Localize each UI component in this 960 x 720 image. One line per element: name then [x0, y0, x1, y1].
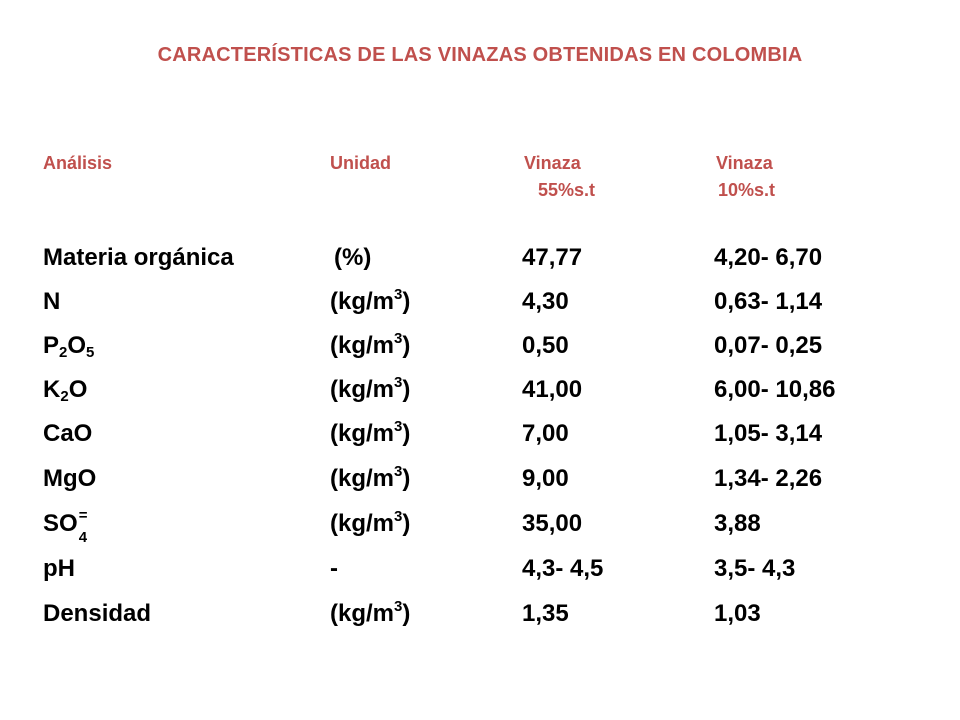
header-analisis: [43, 150, 112, 177]
unit-text: (kg/m: [330, 288, 395, 315]
page-title: CARACTERÍSTICAS DE LAS VINAZAS OBTENIDAS EN COLOMBIA: [157, 44, 803, 66]
analysis-name-text: MgO: [43, 465, 97, 492]
table-row: [0, 323, 960, 369]
header-vinaza-10-line2: 10%s.t: [718, 180, 776, 200]
unit: [330, 591, 410, 637]
unit-superscript: 3: [394, 286, 403, 303]
formula-part: K: [43, 376, 61, 403]
unit: [330, 546, 338, 592]
unit-superscript: 3: [394, 418, 403, 435]
formula-part: O: [67, 332, 87, 359]
formula-part: P: [43, 332, 60, 359]
table-row: [0, 279, 960, 325]
header-unidad: [330, 150, 391, 177]
analysis-name: [43, 235, 234, 281]
analysis-name-text: CaO: [43, 420, 93, 447]
vinaza-10-value: 3,5- 4,3: [714, 555, 796, 582]
analysis-name-text: pH: [43, 555, 75, 582]
unit: [330, 279, 410, 325]
vinaza-55-value: 4,3- 4,5: [522, 555, 604, 582]
unit: [330, 411, 410, 457]
formula-superscript: =: [78, 507, 88, 524]
vinaza-10-value: 6,00- 10,86: [714, 376, 836, 403]
unit-close: ): [402, 510, 411, 537]
header-vinaza-10: [716, 150, 775, 204]
analysis-name-text: Densidad: [43, 600, 152, 627]
vinaza-10-value: 1,05- 3,14: [714, 420, 823, 447]
unit: [330, 367, 410, 413]
unit-close: ): [402, 420, 411, 447]
vinaza-55-value: 4,30: [522, 288, 569, 315]
analysis-name: [43, 323, 94, 369]
unit-superscript: 3: [394, 508, 403, 525]
unit: [330, 456, 410, 502]
analysis-name: [43, 501, 90, 547]
formula-subscript: 2: [60, 388, 69, 405]
header-vinaza-55: [524, 150, 595, 204]
table-row: [0, 591, 960, 637]
vinaza-55-value: 47,77: [522, 244, 583, 271]
analysis-name-text: Materia orgánica: [43, 244, 234, 271]
vinaza-10-value: 3,88: [714, 510, 761, 537]
vinaza-10-value: 1,03: [714, 600, 761, 627]
header-unidad-label: Unidad: [330, 153, 391, 173]
table-row: [0, 411, 960, 457]
vinaza-55-value: 7,00: [522, 420, 569, 447]
table-row: [0, 367, 960, 413]
analysis-name-text: N: [43, 288, 61, 315]
vinaza-55-value: 9,00: [522, 465, 569, 492]
unit-close: ): [402, 600, 411, 627]
table-row: [0, 456, 960, 502]
unit-superscript: 3: [394, 598, 403, 615]
formula-charge-stack: [78, 507, 90, 546]
header-vinaza-55-line2: 55%s.t: [538, 180, 596, 200]
vinaza-10-value: 1,34- 2,26: [714, 465, 823, 492]
vinaza-10-value: 0,63- 1,14: [714, 288, 823, 315]
formula-subscript: 5: [86, 344, 95, 361]
vinaza-10-value: 0,07- 0,25: [714, 332, 823, 359]
header-vinaza-55-line1: Vinaza: [524, 153, 581, 173]
analysis-name: [43, 367, 87, 413]
header-analisis-label: Análisis: [43, 153, 113, 173]
header-vinaza-10-line1: Vinaza: [716, 153, 773, 173]
analysis-name: [43, 279, 60, 325]
table-row: [0, 501, 960, 547]
formula-part: O: [68, 376, 88, 403]
unit: [330, 323, 410, 369]
analysis-name: [43, 591, 151, 637]
formula-subscript: 2: [59, 344, 68, 361]
unit-superscript: 3: [394, 374, 403, 391]
unit-text: (kg/m: [330, 376, 395, 403]
formula-part: SO: [43, 510, 78, 537]
unit-text: (kg/m: [330, 332, 395, 359]
unit-text: (kg/m: [330, 600, 395, 627]
unit: [330, 501, 410, 547]
unit-text: (kg/m: [330, 465, 395, 492]
unit-superscript: 3: [394, 330, 403, 347]
vinaza-55-value: 41,00: [522, 376, 583, 403]
analysis-name: [43, 411, 92, 457]
unit: [334, 235, 371, 281]
vinaza-55-value: 35,00: [522, 510, 583, 537]
unit-text: -: [330, 555, 338, 582]
table-row: [0, 546, 960, 592]
unit-superscript: 3: [394, 463, 403, 480]
unit-text: (%): [334, 244, 372, 271]
analysis-name: [43, 546, 75, 592]
unit-text: (kg/m: [330, 510, 395, 537]
unit-close: ): [402, 288, 411, 315]
analysis-name: [43, 456, 96, 502]
unit-close: ): [402, 376, 411, 403]
vinaza-55-value: 0,50: [522, 332, 569, 359]
unit-text: (kg/m: [330, 420, 395, 447]
unit-close: ): [402, 332, 411, 359]
unit-close: ): [402, 465, 411, 492]
vinaza-55-value: 1,35: [522, 600, 569, 627]
formula-subscript: 4: [78, 529, 88, 546]
vinaza-10-value: 4,20- 6,70: [714, 244, 823, 271]
table-row: [0, 235, 960, 281]
